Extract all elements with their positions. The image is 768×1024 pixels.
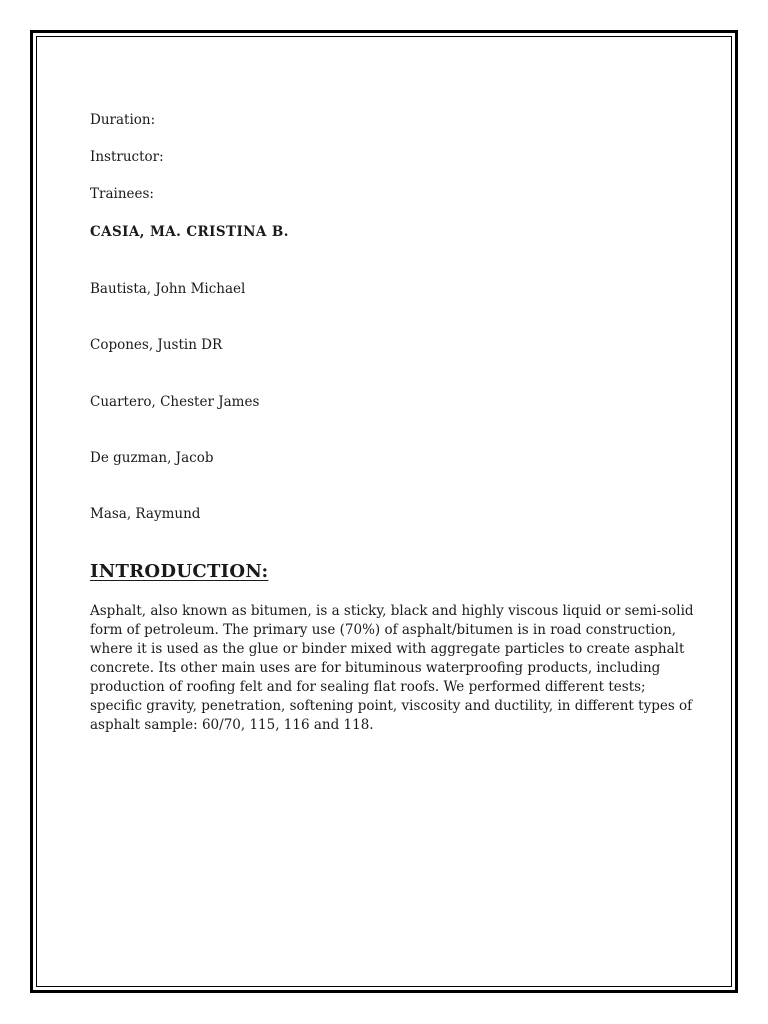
paragraph-line: form of petroleum. The primary use (70%) of asphalt/bitumen is in road construction,	[90, 622, 677, 638]
trainee-name: De guzman, Jacob	[90, 450, 214, 466]
introduction-paragraph	[90, 602, 694, 735]
introduction-heading: INTRODUCTION:	[90, 561, 269, 582]
paragraph-line: Asphalt, also known as bitumen, is a sticky, black and highly viscous liquid or semi-solid	[90, 603, 694, 619]
group-leader-name: CASIA, MA. CRISTINA B.	[90, 224, 289, 240]
paragraph-line: asphalt sample: 60/70, 115, 116 and 118.	[90, 717, 374, 733]
trainee-name: Cuartero, Chester James	[90, 394, 260, 410]
instructor-label: Instructor:	[90, 149, 164, 165]
paragraph-line: where it is used as the glue or binder mixed with aggregate particles to create asphalt	[90, 641, 685, 657]
trainees-label: Trainees:	[90, 186, 154, 202]
trainee-name: Copones, Justin DR	[90, 337, 223, 353]
trainee-name: Masa, Raymund	[90, 506, 201, 522]
duration-label: Duration:	[90, 112, 156, 128]
paragraph-line: concrete. Its other main uses are for bituminous waterproofing products, including	[90, 660, 661, 676]
paragraph-line: specific gravity, penetration, softening point, viscosity and ductility, in different types of	[90, 698, 693, 714]
paragraph-line: production of roofing felt and for sealing flat roofs. We performed different tests;	[90, 679, 646, 695]
trainee-name: Bautista, John Michael	[90, 281, 246, 297]
